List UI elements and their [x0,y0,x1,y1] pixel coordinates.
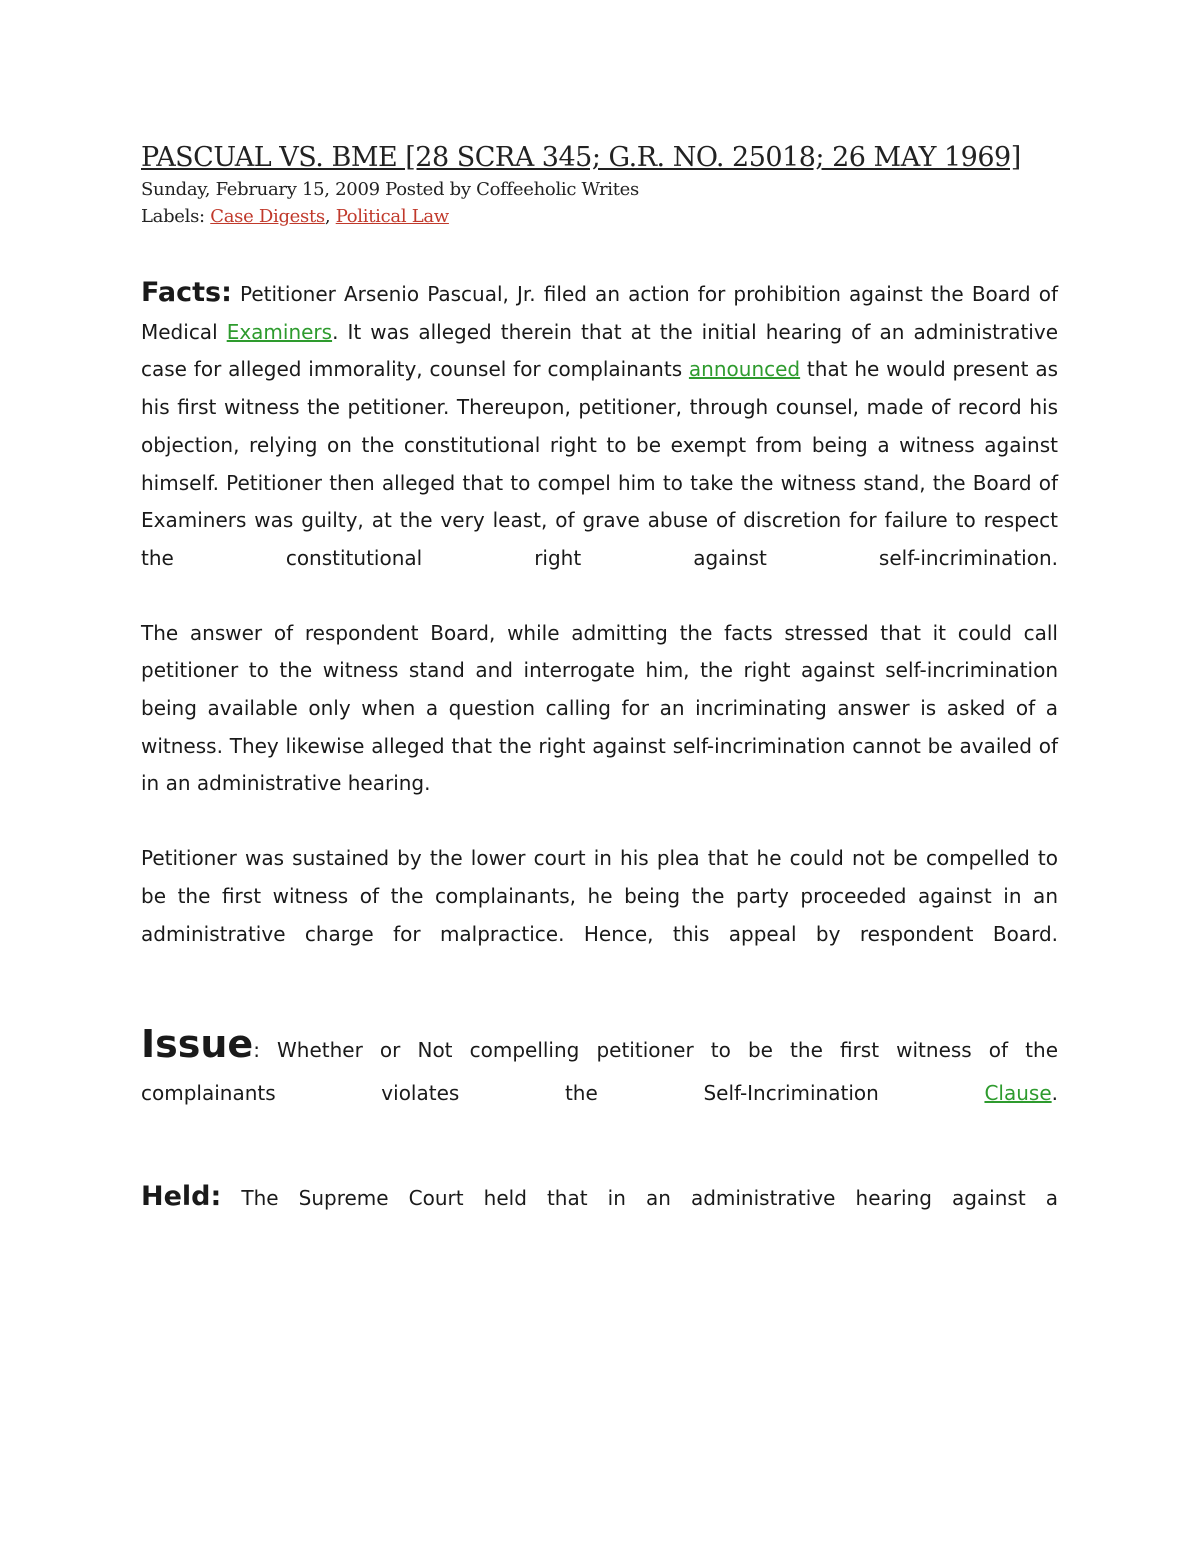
facts-text-c: that he would present as his first witness the petitioner. Thereupon, petitioner, through counsel, made of record his objection, relying on the constitutional right to be exempt from being a witness against himself. Petitioner then alleged that to compel him to take the witness stand, the Board of Examiners was guilty, at the very least, of grave abuse of discretion for failure to respect the constitutional right against self-incrimination. [141,357,1058,570]
facts-paragraph-2: The answer of respondent Board, while admitting the facts stressed that it could call petitioner to the witness stand and interrogate him, the right against self-incrimination being available only when a question calling for an incriminating answer is asked of a witness. They likewise alleged that the right against self-incrimination cannot be availed of in an administrative hearing. [141,620,1058,796]
issue-heading: Issue [141,1022,254,1067]
facts-text-a: Petitioner Arsenio Pascual, Jr. filed an action for prohibition against the Board of Medical [141,282,1058,344]
announced-link[interactable]: announced [688,357,801,382]
label-link-political-law[interactable]: Political Law [335,206,449,227]
page-title: PASCUAL VS. BME [28 SCRA 345; G.R. NO. 25018; 26 MAY 1969] [141,142,1021,173]
held-paragraph [141,1178,1058,1218]
facts-paragraph-3: Petitioner was sustained by the lower court in his plea that he could not be compelled to be the first witness of the complainants, he being the party proceeded against in an administrative charge for malpractice. Hence, this appeal by respondent Board. [141,846,1058,946]
post-labels [141,203,1058,230]
label-separator: , [324,206,336,227]
issue-text-a: : Whether or Not compelling petitioner to be the first witness of the complainants violates the Self-Incrimination [141,1038,1058,1106]
facts-paragraph-1 [141,274,1058,578]
held-text: The Supreme Court held that in an administrative hearing against a [221,1186,1058,1211]
labels-prefix: Labels: [141,206,211,227]
clause-link[interactable]: Clause [984,1081,1052,1106]
examiners-link[interactable]: Examiners [226,319,333,344]
document-page [141,140,1058,1218]
label-link-case-digests[interactable]: Case Digests [210,206,325,227]
issue-paragraph [141,1023,1058,1115]
issue-text-b: . [1051,1081,1058,1106]
held-heading: Held: [141,1181,222,1213]
post-date-author: Sunday, February 15, 2009 Posted by Coffeeholic Writes [141,179,639,200]
facts-text-b: . It was alleged therein that at the initial hearing of an administrative case for alleged immorality, counsel for complainants [141,319,1058,382]
facts-heading: Facts: [141,277,232,308]
post-meta [141,176,1058,230]
